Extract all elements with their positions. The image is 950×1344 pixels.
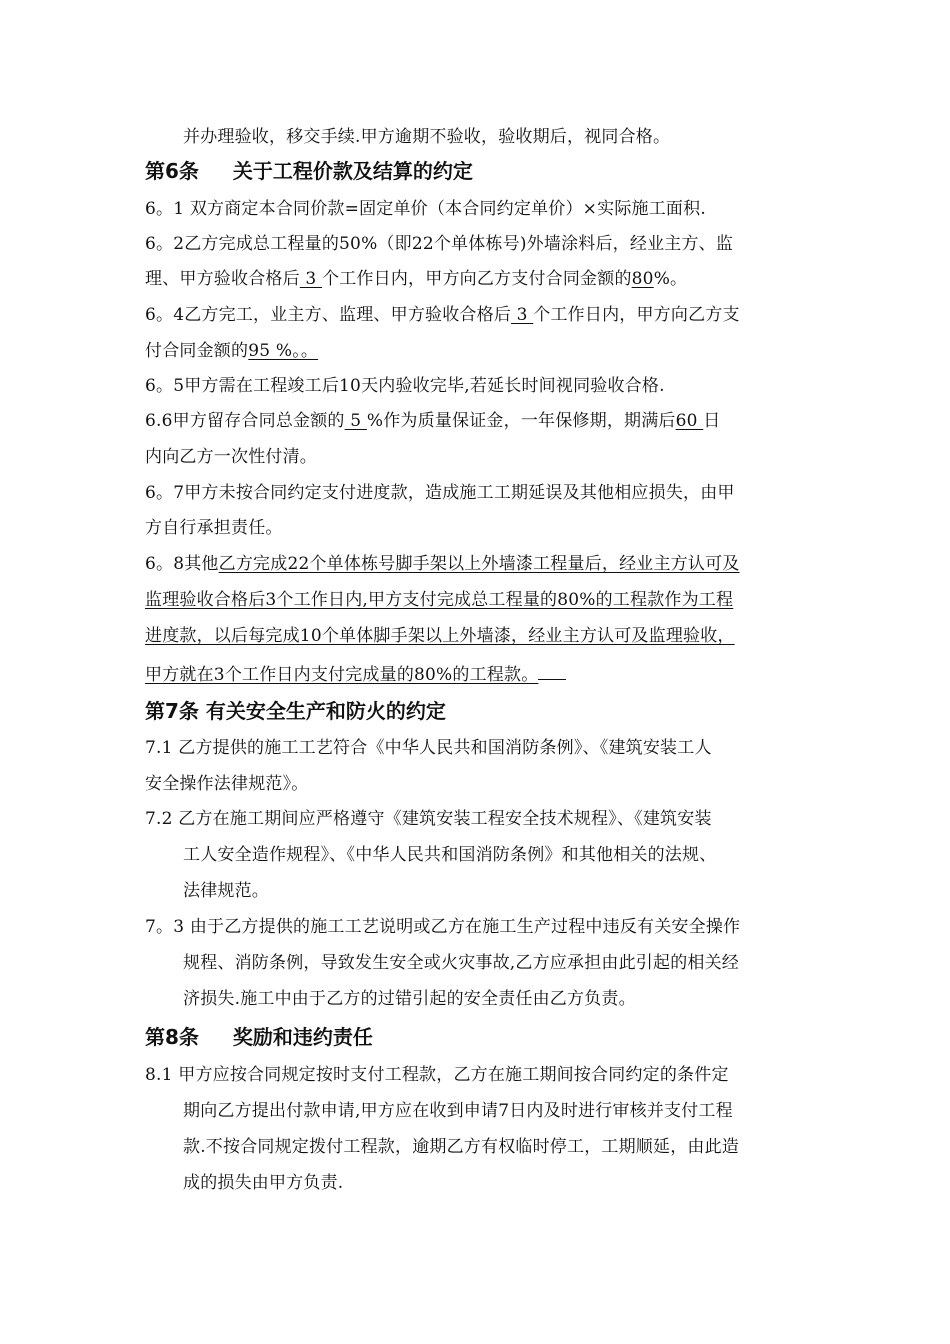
clause-7-3: 7。3 由于乙方提供的施工工艺说明或乙方在施工生产过程中违反有关安全操作	[145, 917, 741, 937]
clause-6-6	[145, 410, 720, 432]
text: 个工作日内，甲方向乙方支付合同金额的	[322, 269, 632, 289]
text: 6。4乙方完工，业主方、监理、甲方验收合格后	[145, 305, 512, 325]
clause-7-1: 7.1 乙方提供的施工工艺符合《中华人民共和国消防条例》、《建筑安装工人	[145, 738, 712, 758]
text: 理、甲方验收合格后	[145, 269, 300, 289]
text: %。	[653, 269, 688, 289]
clause-8-1-cont: 款.不按合同规定拨付工程款，逾期乙方有权临时停工，工期顺延，由此造	[183, 1137, 740, 1157]
text: 6.6甲方留存合同总金额的	[145, 411, 345, 431]
clause-6-2-cont	[145, 268, 687, 290]
clause-7-1-cont: 安全操作法律规范》。	[145, 774, 309, 794]
clause-6-8-cont: 进度款，以后每完成10个单体脚手架以上外墙漆，经业主方认可及监理验收，	[145, 626, 735, 646]
text: 6。8其他	[145, 554, 219, 574]
clause-6-5: 6。5甲方需在工程竣工后10天内验收完毕,若延长时间视同验收合格.	[145, 376, 665, 396]
clause-7-2: 7.2 乙方在施工期间应严格遵守《建筑安装工程安全技术规程》、《建筑安装	[145, 809, 712, 829]
clause-8-1-cont: 期向乙方提出付款申请,甲方应在收到申请7日内及时进行审核并支付工程	[183, 1101, 733, 1121]
clause-8-1-cont: 成的损失由甲方负责.	[183, 1173, 344, 1193]
section-number: 第8条	[145, 1025, 199, 1049]
section-title: 关于工程价款及结算的约定	[232, 159, 473, 183]
clause-6-4	[145, 304, 740, 326]
clause-7-3-cont: 济损失.施工中由于乙方的过错引起的安全责任由乙方负责。	[183, 989, 636, 1009]
clause-7-2-cont: 法律规范。	[183, 881, 269, 901]
section-title: 奖励和违约责任	[232, 1025, 373, 1049]
section-number: 第6条	[145, 159, 199, 183]
clause-6-8	[145, 553, 739, 575]
clause-6-1: 6。1 双方商定本合同价款=固定单价（本合同约定单价）×实际施工面积.	[145, 199, 706, 219]
filled-blank: 5	[344, 411, 367, 431]
blank-line	[538, 661, 566, 680]
text: 付合同金额的	[145, 341, 249, 361]
clause-7-3-cont: 规程、消防条例，导致发生安全或火灾事故,乙方应承担由此引起的相关经	[183, 953, 740, 973]
clause-6-4-cont	[145, 340, 318, 362]
clause-6-8-cont: 监理验收合格后3个工作日内,甲方支付完成总工程量的80%的工程款作为工程	[145, 590, 734, 610]
section-6-heading	[145, 158, 473, 184]
clause-6-7: 6。7甲方未按合同约定支付进度款，造成施工工期延误及其他相应损失，由甲	[145, 483, 735, 503]
clause-6-8-cont	[145, 661, 566, 686]
paragraph-line: 并办理验收，移交手续.甲方逾期不验收，验收期后，视同合格。	[183, 127, 671, 147]
filled-blank: 3	[299, 269, 323, 289]
filled-blank: 95 %。。	[248, 341, 319, 361]
clause-6-7-cont: 方自行承担责任。	[145, 518, 283, 538]
text: 个工作日内，甲方向乙方支	[533, 305, 740, 325]
section-8-heading	[145, 1024, 373, 1050]
filled-blank: 甲方就在3个工作日内支付完成量的80%的工程款。	[145, 665, 539, 685]
filled-blank: 80	[631, 269, 654, 289]
clause-7-2-cont: 工人安全造作规程》、《中华人民共和国消防条例》和其他相关的法规、	[183, 845, 717, 865]
clause-6-2: 6。2乙方完成总工程量的50%（即22个单体栋号)外墙涂料后，经业主方、监	[145, 234, 734, 254]
clause-6-6-cont: 内向乙方一次性付清。	[145, 447, 317, 467]
filled-blank: 乙方完成22个单体栋号脚手架以上外墙漆工程量后，经业主方认可及	[218, 554, 740, 574]
filled-blank: 3	[511, 305, 534, 325]
section-7-heading: 第7条 有关安全生产和防火的约定	[145, 699, 446, 723]
clause-8-1: 8.1 甲方应按合同规定按时支付工程款，乙方在施工期间按合同约定的条件定	[145, 1065, 729, 1085]
text: %作为质量保证金，一年保修期，期满后	[366, 411, 676, 431]
text: 日	[703, 411, 721, 431]
filled-blank: 60	[675, 411, 704, 431]
